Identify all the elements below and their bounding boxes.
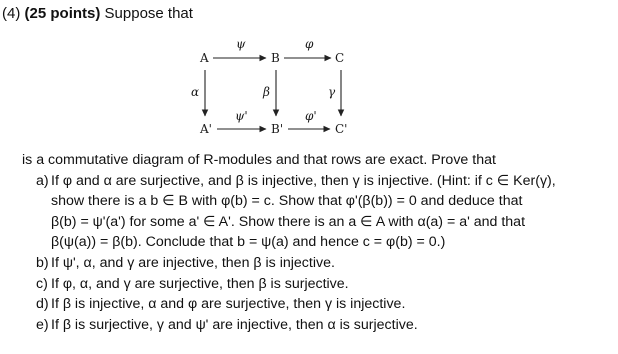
part-d (22, 294, 612, 315)
part-label: d) (36, 296, 49, 313)
label-alpha: α (191, 85, 200, 99)
part-label: e) (36, 316, 49, 333)
object-A: A (200, 51, 209, 65)
intro-text: is a commutative diagram of R-modules and that rows are exact. Prove that (22, 152, 496, 168)
label-phi: φ (305, 37, 314, 51)
label-phi-prime: φ' (305, 109, 317, 123)
label-gamma: γ (328, 85, 336, 99)
part-a-line-1: If φ and α are surjective, and β is injective, then γ is injective. (Hint: if c ∈ Ker(γ), (51, 172, 556, 189)
part-a-line-2: show there is a b ∈ B with φ(b) = c. Show that φ'(β(b)) = 0 and deduce that (51, 193, 523, 210)
part-e (22, 315, 612, 336)
object-B-prime: B' (271, 122, 284, 136)
part-b (22, 253, 612, 274)
label-psi: ψ (236, 37, 246, 51)
label-beta: β (263, 85, 270, 99)
problem-points: (25 points) (24, 5, 101, 22)
part-a (22, 171, 612, 253)
part-label: b) (36, 254, 49, 271)
commutative-diagram (170, 30, 370, 140)
object-C: C (335, 51, 345, 65)
part-d-line-1: If β is injective, α and φ are surjective, then γ is injective. (51, 296, 406, 313)
object-B: B (271, 51, 280, 65)
object-A-prime: A' (200, 122, 212, 136)
problem-header (2, 5, 193, 22)
problem-body (22, 150, 612, 335)
label-psi-prime: ψ' (235, 109, 248, 123)
part-a-line-3: β(b) = ψ'(a') for some a' ∈ A'. Show there is an a ∈ A with α(a) = a' and that (51, 213, 526, 230)
part-b-line-1: If ψ', α, and γ are injective, then β is injective. (51, 254, 335, 271)
problem-number: (4) (2, 5, 21, 22)
part-c-line-1: If φ, α, and γ are surjective, then β is surjective. (51, 275, 349, 292)
part-label: a) (36, 172, 49, 189)
part-a-line-4: β(ψ(a)) = β(b). Conclude that b = ψ(a) and hence c = φ(b) = 0.) (51, 234, 446, 251)
part-c (22, 274, 612, 295)
object-C-prime: C' (335, 122, 348, 136)
part-label: c) (36, 275, 48, 292)
problem-lead: Suppose that (104, 5, 193, 22)
part-e-line-1: If β is surjective, γ and ψ' are injective, then α is surjective. (51, 316, 418, 333)
